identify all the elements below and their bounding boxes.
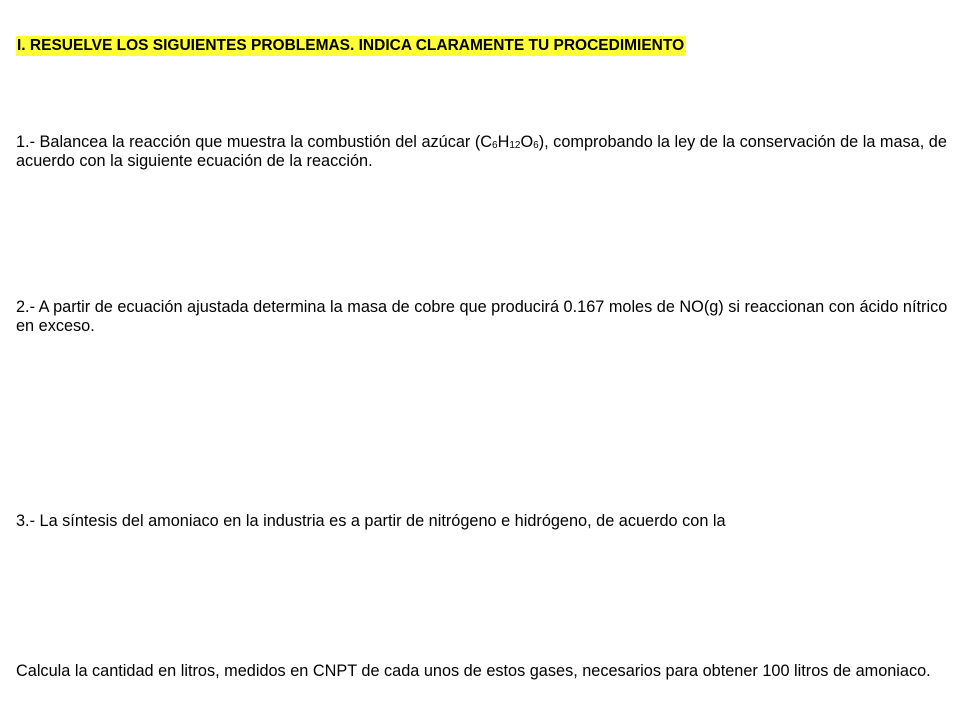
formula-element-h: H <box>497 133 510 151</box>
formula-subscript-o: 6 <box>533 140 539 151</box>
problem-3-text: 3.- La síntesis del amoniaco en la industria es a partir de nitrógeno e hidrógeno, de acuerdo con la <box>16 512 726 530</box>
problem-1-rest: ), comprobando la ley de la conservación de la masa, de acuerdo con la siguiente ecuación de la reacción. <box>16 133 947 170</box>
problem-1-intro: 1.- Balancea la reacción que muestra la combustión del azúcar ( <box>16 133 481 151</box>
problem-3-question: Calcula la cantidad en litros, medidos en CNPT de cada unos de estos gases, necesarios para obtener 100 litros de amoniaco. <box>16 662 931 680</box>
formula-subscript-c: 6 <box>492 140 498 151</box>
problem-2-text: 2.- A partir de ecuación ajustada determina la masa de cobre que producirá 0.167 moles de NO(g) si reaccionan con ácido nítrico en exceso. <box>16 298 948 335</box>
formula-subscript-h: 12 <box>509 140 521 151</box>
formula-element-c: C <box>480 133 493 151</box>
formula-element-o: O <box>520 133 534 151</box>
problem-1-text <box>16 133 951 170</box>
section-heading: I. RESUELVE LOS SIGUIENTES PROBLEMAS. INDICA CLARAMENTE TU PROCEDIMIENTO <box>17 37 685 54</box>
glucose-formula <box>480 133 538 151</box>
